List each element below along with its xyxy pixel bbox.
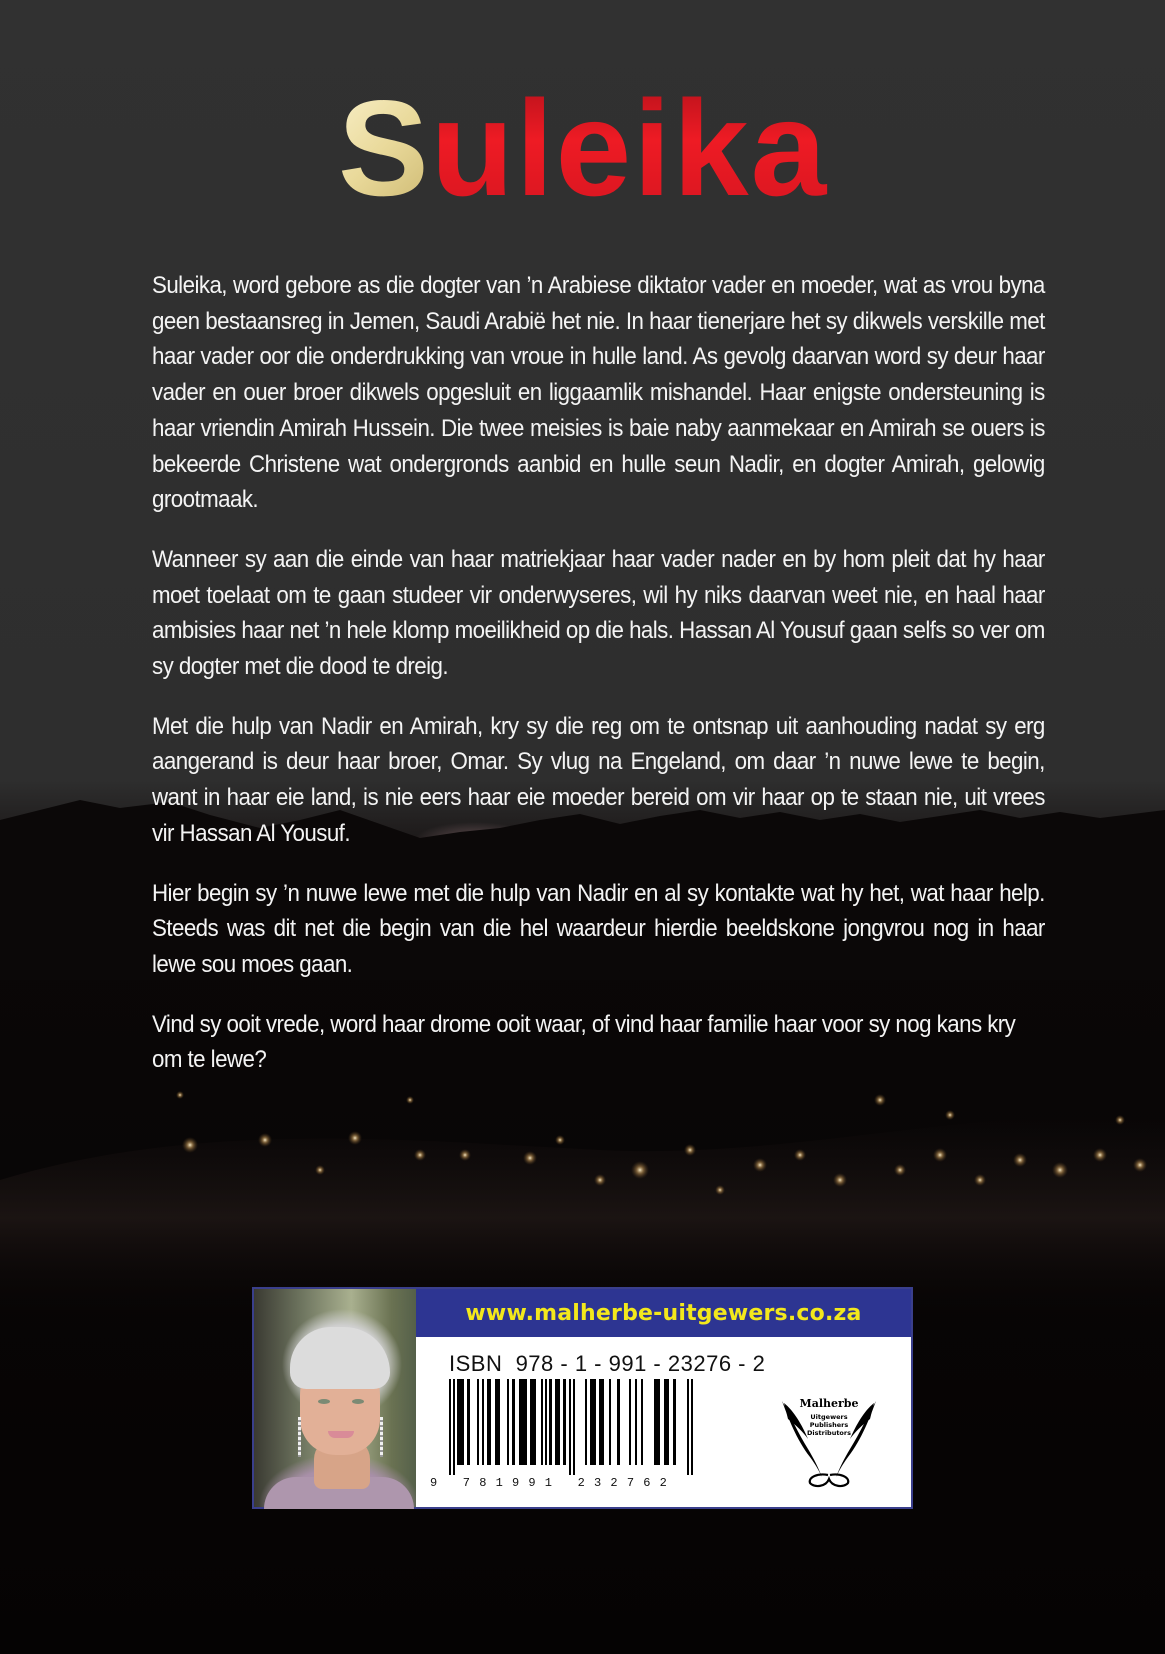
publisher-line: Publishers bbox=[809, 1421, 849, 1429]
publisher-name: Malherbe bbox=[799, 1397, 859, 1410]
publisher-line: Uitgewers bbox=[810, 1413, 848, 1421]
author-photo bbox=[254, 1289, 416, 1507]
blurb-paragraph: Hier begin sy ’n nuwe lewe met die hulp van Nadir en al sy kontakte wat hy het, wat haar help. Steeds was dit net die begin van die hel waardeur hierdie beeldskone jongvrou nog in haar lewe sou moes gaan. bbox=[152, 879, 1045, 978]
title-first-letter: S bbox=[338, 72, 431, 224]
title-rest: uleika bbox=[430, 72, 829, 224]
back-cover-blurb bbox=[152, 268, 1045, 1102]
blurb-paragraph: Met die hulp van Nadir en Amirah, kry sy die reg om te ontsnap uit aanhouding nadat sy erg aangerand is deur haar broer, Omar. Sy vlug na Engeland, om daar ’n nuwe lewe te begin, want in haar eie land, is nie eers haar eie moeder bereid om vir haar op te staan nie, uit vrees vir Hassan Al Yousuf. bbox=[152, 712, 1045, 847]
isbn-label: ISBN 978 - 1 - 991 - 23276 - 2 bbox=[449, 1351, 766, 1376]
publisher-website-link[interactable]: www.malherbe-uitgewers.co.za bbox=[416, 1289, 911, 1337]
publisher-logo bbox=[774, 1389, 884, 1489]
book-title bbox=[338, 72, 829, 224]
publisher-line: Distributors bbox=[807, 1429, 851, 1437]
barcode bbox=[449, 1379, 694, 1475]
blurb-paragraph: Wanneer sy aan die einde van haar matriekjaar haar vader nader en by hom pleit dat hy haar moet toelaat om te gaan studeer vir onderwyseres, wil hy niks daarvan weet nie, en haal haar ambisies haar net ’n hele klomp moeilikheid op die hals. Hassan Al Yousuf gaan selfs so ver om sy dogter met die dood te dreig. bbox=[152, 545, 1045, 681]
blurb-paragraph: Vind sy ooit vrede, word haar drome ooit waar, of vind haar familie haar voor sy nog kans kry om te lewe? bbox=[152, 1010, 1016, 1074]
barcode-digits: 9 781991 232762 bbox=[430, 1476, 677, 1490]
blurb-paragraph: Suleika, word gebore as die dogter van ’n Arabiese diktator vader en moeder, wat as vrou byna geen bestaansreg in Jemen, Saudi Arabië het nie. In haar tienerjare het sy dikwels verskille met haar vader oor die onderdrukking van vroue in hulle land. As gevolg daarvan word sy deur haar vader en ouer broer dikwels opgesluit en liggaamlik mishandel. Haar enigste ondersteuning is haar vriendin Amirah Hussein. Die twee meisies is baie naby aanmekaar en Amirah se ouers is bekeerde Christene wat ondergronds aanbid en hulle seun Nadir, en dogter Amirah, gelowig grootmaak. bbox=[152, 272, 1045, 514]
publisher-info-box bbox=[252, 1287, 913, 1509]
